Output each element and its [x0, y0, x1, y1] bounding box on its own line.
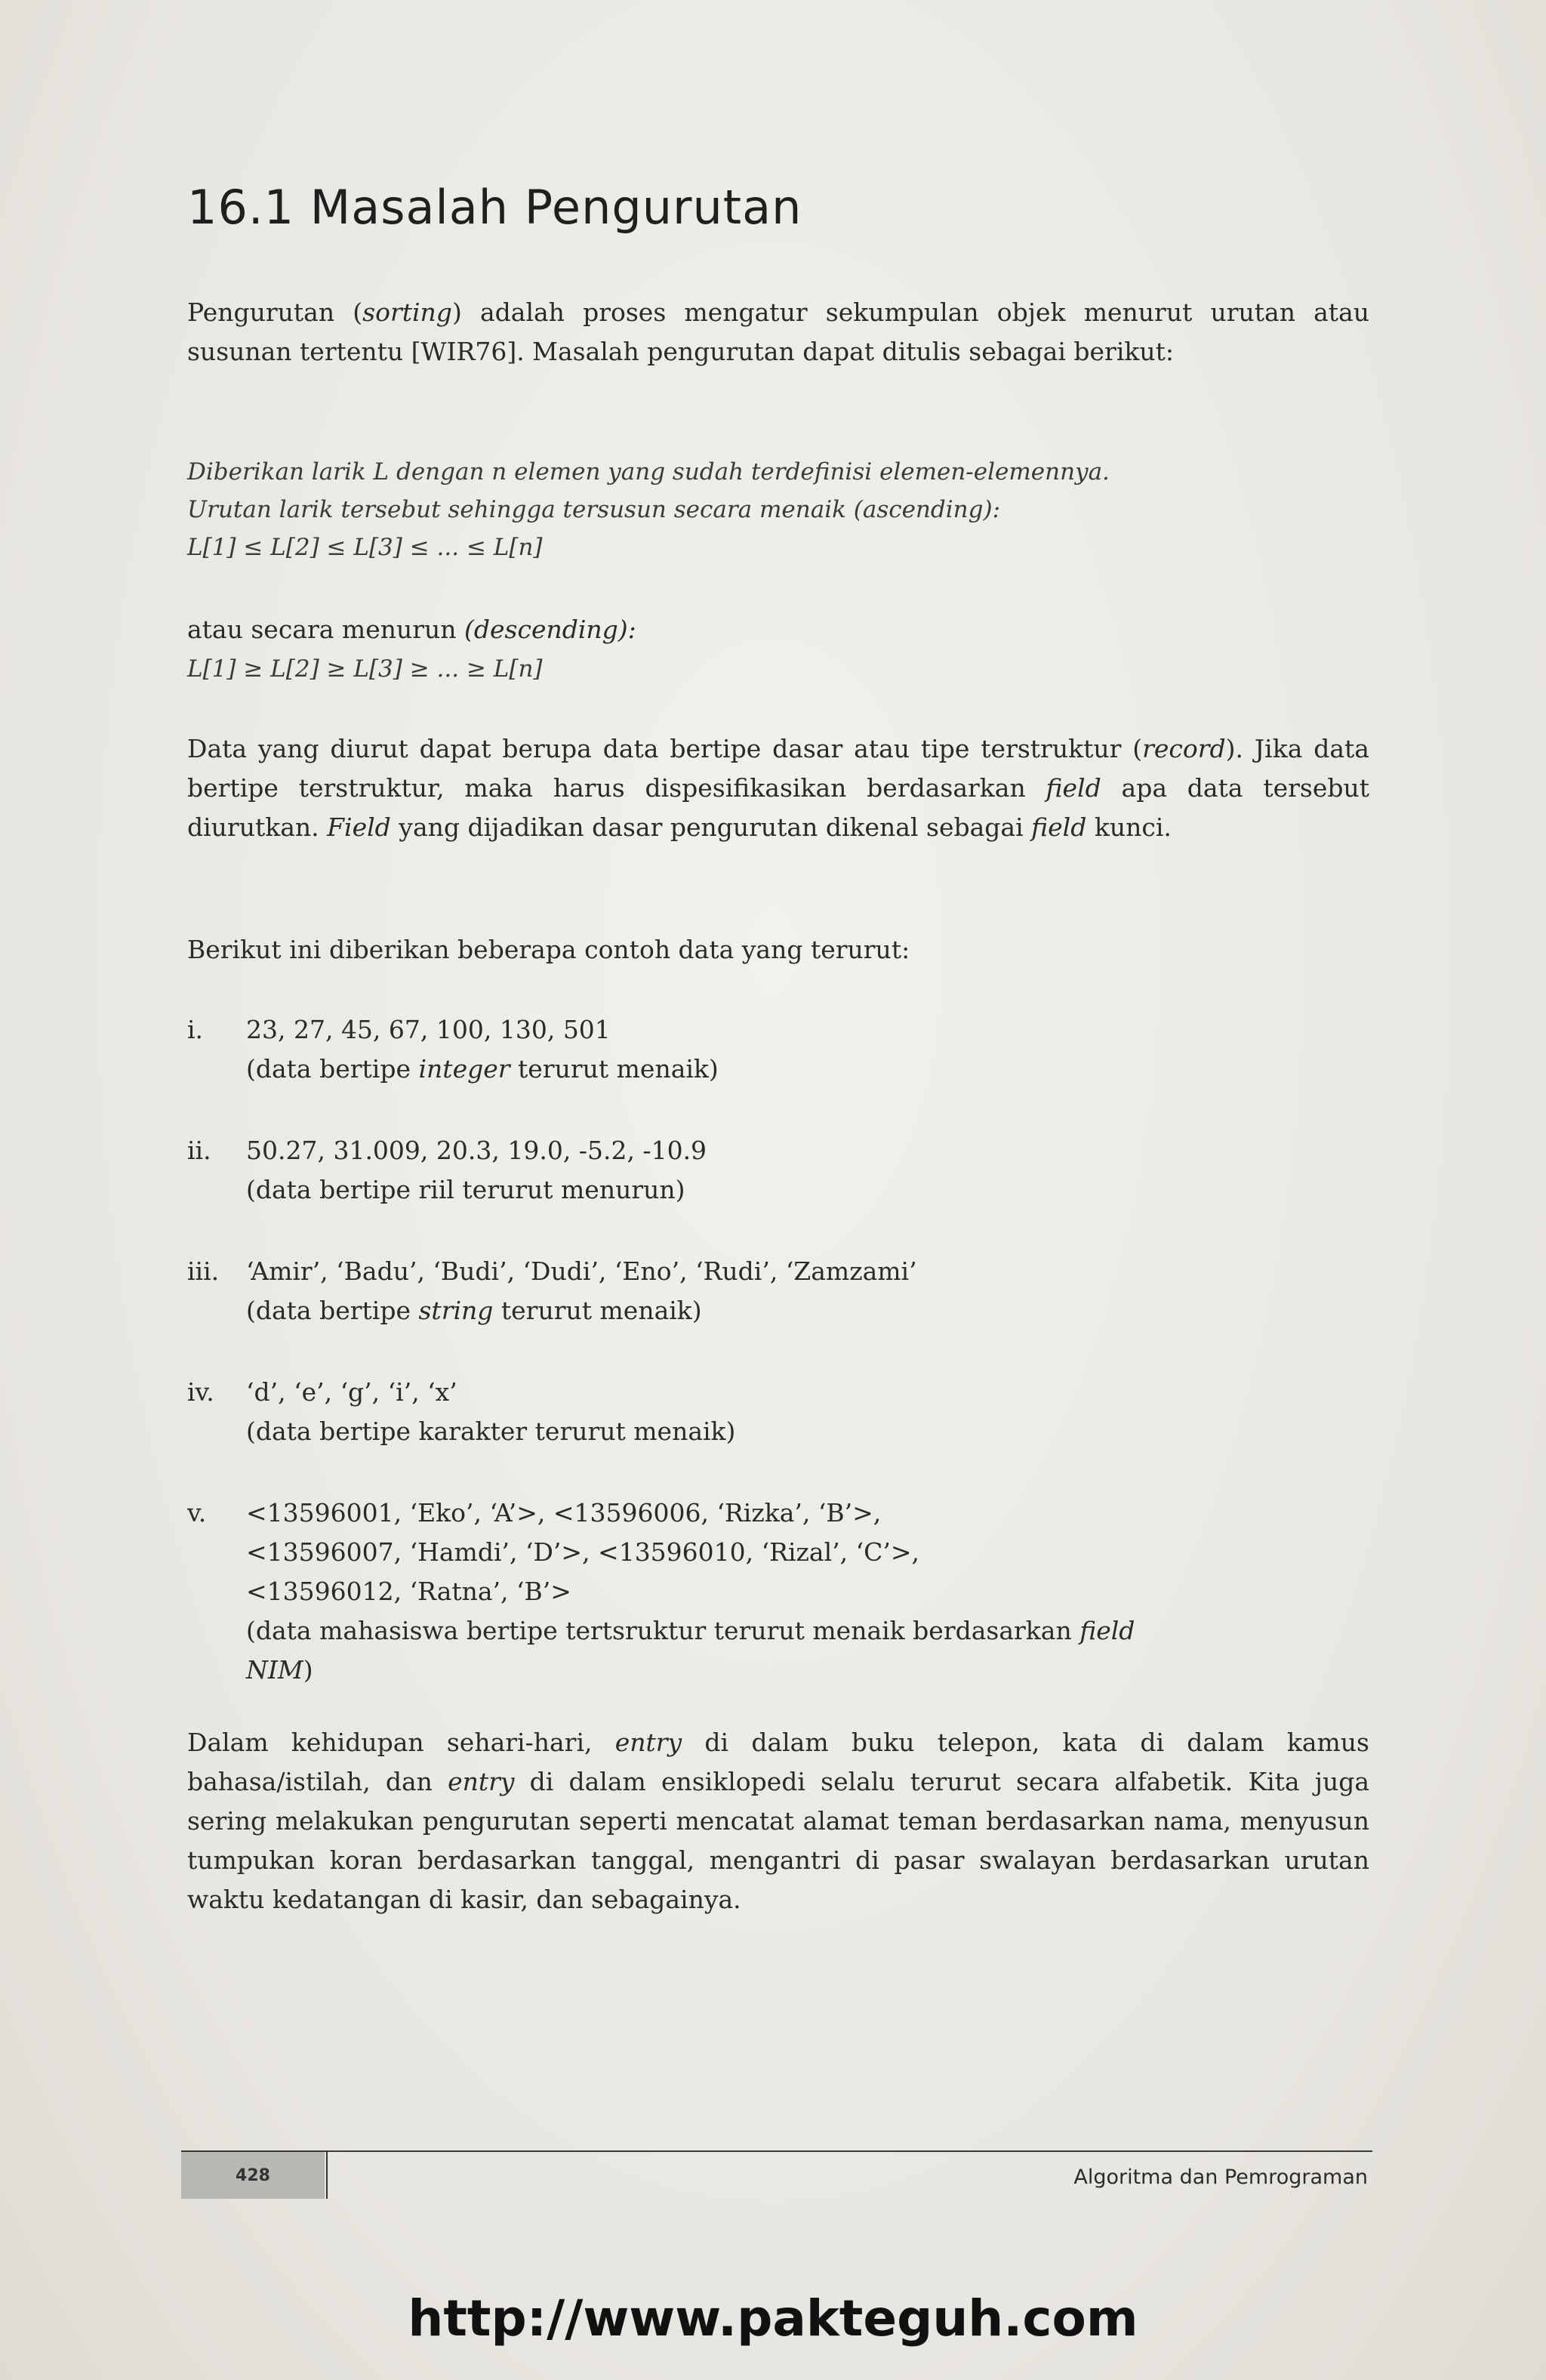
list-item-number: ii. — [187, 1136, 211, 1165]
page-number: 428 — [181, 2152, 325, 2199]
list-item-number: iii. — [187, 1256, 220, 1286]
p2-text-3: apa data tersebut diurutkan. — [187, 773, 1369, 842]
example-values: ‘Amir’, ‘Badu’, ‘Budi’, ‘Dudi’, ‘Eno’, ‘Rudi’, ‘Zamzami’ — [246, 1256, 917, 1286]
definition-line-2: Urutan larik tersebut sehingga tersusun secara menaik (ascending): — [187, 496, 1001, 523]
definition-line-1: Diberikan larik L dengan n elemen yang sudah terdefinisi elemen-elemennya. — [187, 458, 1110, 486]
p3-text-1: Dalam kehidupan sehari-hari, — [187, 1728, 615, 1757]
p2-text-1: Data yang diurut dapat berupa data bertipe dasar atau tipe terstruktur ( — [187, 734, 1143, 763]
definition-block — [187, 453, 1369, 566]
running-footer-title: Algoritma dan Pemrograman — [1073, 2166, 1368, 2189]
example-note: (data mahasiswa bertipe tertsruktur terurut menaik berdasarkan field — [246, 1616, 1135, 1645]
intro-text-1: Pengurutan ( — [187, 298, 363, 327]
p2-term-field-1: field — [1046, 773, 1101, 803]
footer-separator — [326, 2152, 328, 2199]
ascending-formula: L[1] ≤ L[2] ≤ L[3] ≤ ... ≤ L[n] — [187, 534, 543, 561]
intro-paragraph — [187, 293, 1369, 371]
example-values: 23, 27, 45, 67, 100, 130, 501 — [246, 1015, 611, 1044]
list-item-number: v. — [187, 1498, 207, 1528]
p2-text-4: yang dijadikan dasar pengurutan dikenal sebagai — [390, 812, 1032, 842]
example-note: (data bertipe riil terurut menurun) — [246, 1175, 685, 1204]
p3-text-3: di dalam ensiklopedi selalu terurut secara alfabetik. Kita juga sering melakukan pengurutan seperti mencatat alamat teman berdasarkan nama, menyusun tumpukan koran berdasarkan tanggal, mengantri di pasar swalayan berdasarkan urutan waktu kedatangan di kasir, dan sebagainya. — [187, 1767, 1370, 1914]
p3-text-2: di dalam buku telepon, kata di dalam kamus bahasa/istilah, dan — [187, 1728, 1369, 1796]
descending-formula: L[1] ≥ L[2] ≥ L[3] ≥ ... ≥ L[n] — [187, 655, 543, 683]
p2-term-field-3: field — [1031, 812, 1087, 842]
example-record-3: <13596012, ‘Ratna’, ‘B’> — [246, 1577, 571, 1606]
example-values: 50.27, 31.009, 20.3, 19.0, -5.2, -10.9 — [246, 1136, 707, 1165]
descending-term: (descending): — [464, 615, 636, 644]
section-title: 16.1 Masalah Pengurutan — [187, 180, 802, 235]
p3-term-entry-2: entry — [448, 1767, 515, 1796]
daily-life-paragraph — [187, 1723, 1369, 1919]
list-item-number: iv. — [187, 1377, 214, 1407]
example-note-cont: NIM) — [246, 1655, 313, 1685]
list-item-number: i. — [187, 1015, 204, 1044]
watermark-url: http://www.pakteguh.com — [408, 2289, 1138, 2348]
example-note: (data bertipe karakter terurut menaik) — [246, 1417, 736, 1446]
example-note: (data bertipe integer terurut menaik) — [246, 1054, 719, 1084]
p2-text-2: ). Jika data bertipe terstruktur, maka harus dispesifikasikan berdasarkan — [187, 734, 1369, 803]
p3-term-entry-1: entry — [614, 1728, 682, 1757]
intro-term-sorting: sorting — [362, 298, 452, 327]
record-paragraph — [187, 729, 1369, 847]
example-record-2: <13596007, ‘Hamdi’, ‘D’>, <13596010, ‘Rizal’, ‘C’>, — [246, 1537, 919, 1567]
p2-term-field-2: Field — [327, 812, 391, 842]
descending-block — [187, 610, 1369, 689]
descending-label: atau secara menurun — [187, 615, 465, 644]
example-values: ‘d’, ‘e’, ‘g’, ‘i’, ‘x’ — [246, 1377, 457, 1407]
example-note: (data bertipe string terurut menaik) — [246, 1296, 702, 1325]
p2-term-record: record — [1142, 734, 1226, 763]
p2-text-5: kunci. — [1086, 812, 1172, 842]
footer-rule — [181, 2150, 1372, 2152]
examples-intro: Berikut ini diberikan beberapa contoh data yang terurut: — [187, 935, 910, 964]
intro-text-2: ) adalah proses mengatur sekumpulan objek menurut urutan atau susunan tertentu [WIR76]. Masalah pengurutan dapat ditulis sebagai berikut: — [187, 298, 1369, 366]
example-record-1: <13596001, ‘Eko’, ‘A’>, <13596006, ‘Rizka’, ‘B’>, — [246, 1498, 882, 1528]
